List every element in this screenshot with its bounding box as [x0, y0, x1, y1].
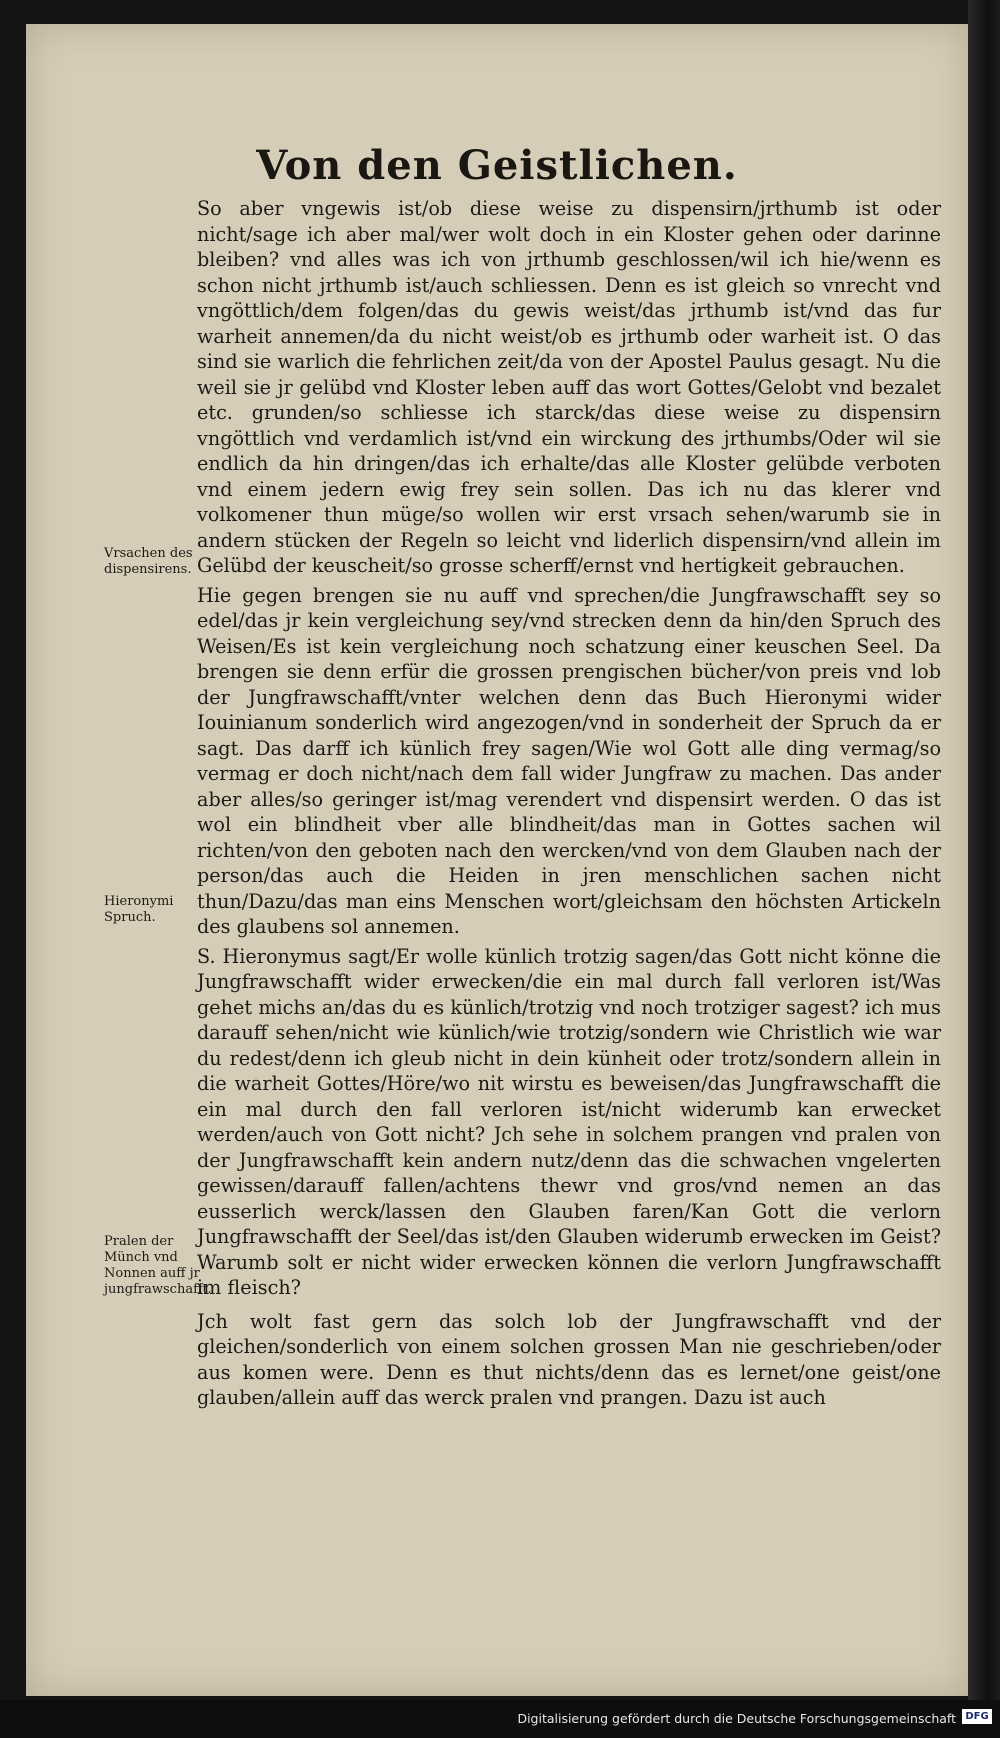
dfg-logo-icon: DFG	[962, 1709, 992, 1724]
book-spine-edge	[968, 0, 1000, 1700]
paragraph-2: Hie gegen brengen sie nu auff vnd sprechen/die Jungfrawschafft sey so edel/das jr kein vergleichung sey/vnd strecken denn da hin/den Spruch des Weisen/Es ist kein vergleichung noch schatzung einer keuschen Seel. Da brengen sie denn erfür die grossen prengischen bücher/von preis vnd lob der Jungfrawschafft/vnter welchen denn das Buch Hieronymi wider Iouinianum sonderlich wird angezogen/vnd in sonderheit der Spruch da er sagt. Das darff ich künlich frey sagen/Wie wol Gott alle ding vermag/so vermag er doch nicht/nach dem fall wider Jungfraw zu machen. Das ander aber alles/so geringer ist/mag verendert vnd dispensirt werden. O das ist wol ein blindheit vber alle blindheit/das man in Gottes sachen wil richten/von den geboten nach den wercken/vnd von dem Glauben nach der person/das auch die Heiden in jren menschlichen sachen nicht thun/Dazu/das man eins Menschen wort/gleichsam den höchsten Artickeln des glaubens sol annemen.	[197, 583, 941, 938]
paragraph-4: Jch wolt fast gern das solch lob der Jungfrawschafft vnd der gleichen/sonderlich von einem solchen grossen Man nie geschrieben/oder aus komen were. Denn es thut nichts/denn das es lernet/one geist/one glauben/allein auff das werck pralen vnd prangen. Dazu ist auch	[197, 1309, 941, 1409]
book-page	[26, 24, 968, 1696]
page-heading: Von den Geistlichen.	[256, 142, 738, 189]
paragraph-3: S. Hieronymus sagt/Er wolle künlich trotzig sagen/das Gott nicht könne die Jungfrawschafft wider erwecken/die ein mal durch fall verloren ist/Was gehet michs an/das du es künlich/trotzig vnd noch trotziger sagest? ich mus darauff sehen/nicht wie künlich/wie trotzig/sondern wie Christlich wie war du redest/denn ich gleub nicht in dein künheit oder trotz/sondern allein in die warheit Gottes/Höre/wo nit wirstu es beweisen/das Jungfrawschafft die ein mal durch den fall verloren ist/nicht widerumb kan erwecket werden/auch von Gott nicht? Jch sehe in solchem prangen vnd pralen von der Jungfrawschafft kein andern nutz/denn das die schwachen vngelerten gewissen/darauff fallen/achtens thewr vnd gros/vnd nemen an das eusserlich werck/lassen den Glauben faren/Kan Gott die verlorn Jungfrawschafft der Seel/das ist/den Glauben widerumb erwecken im Geist? Warumb solt er nicht wider erwecken können die verlorn Jungfrawschafft im fleisch?	[197, 944, 941, 1299]
margin-note-vrsachen: Vrsachen des dispensirens.	[104, 546, 193, 577]
paragraph-1: So aber vngewis ist/ob diese weise zu dispensirn/jrthumb ist oder nicht/sage ich aber mal/wer wolt doch in ein Kloster gehen oder darinne bleiben? vnd alles was ich von jrthumb geschlossen/wil ich hie/wenn es schon nicht jrthumb ist/auch schliessen. Denn es ist gleich so vnrecht vnd vngöttlich/dem folgen/das du gewis weist/das jrthumb ist/vnd das fur warheit annemen/da du nicht weist/ob es jrthumb oder warheit ist. O das sind sie warlich die fehrlichen zeit/da von der Apostel Paulus gesagt. Nu die weil sie jr gelübd vnd Kloster leben auff das wort Gottes/Gelobt vnd bezalet etc. grunden/so schliesse ich starck/das diese weise zu dispensirn vngöttlich vnd verdamlich ist/vnd ein wirckung des jrthumbs/Oder wil sie endlich da hin dringen/das ich erhalte/das alle Kloster gelübde verboten vnd einem jedern ewig frey sein sollen. Das ich nu das klerer vnd volkomener thun müge/so wollen wir erst vrsach sehen/warumb sie in andern stücken der Regeln so leicht vnd liderlich dispensirn/vnd allein im Gelübd der keuscheit/so grosse scherff/ernst vnd hertigkeit gebrauchen.	[197, 197, 941, 577]
body-text	[197, 196, 941, 1411]
margin-note-pralen: Pralen der Münch vnd Nonnen auff jr jungfrawschafft.	[104, 1234, 212, 1297]
margin-note-hieronymi: Hieronymi Spruch.	[104, 894, 174, 925]
digitization-notice: Digitalisierung gefördert durch die Deutsche Forschungsgemeinschaft	[517, 1711, 956, 1726]
